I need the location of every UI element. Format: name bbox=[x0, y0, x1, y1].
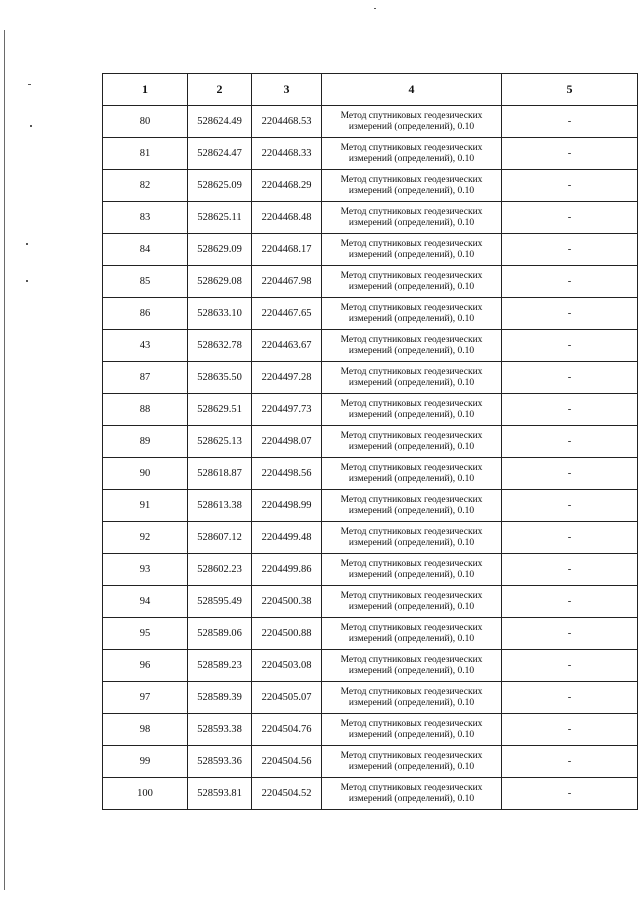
y-coordinate-cell: 2204504.52 bbox=[252, 778, 322, 810]
table-row bbox=[103, 426, 638, 458]
method-cell: Метод спутниковых геодезических измерений (определений), 0.10 bbox=[322, 362, 502, 394]
point-number-cell: 95 bbox=[103, 618, 188, 650]
method-cell: Метод спутниковых геодезических измерений (определений), 0.10 bbox=[322, 554, 502, 586]
method-cell: Метод спутниковых геодезических измерений (определений), 0.10 bbox=[322, 426, 502, 458]
table-row bbox=[103, 106, 638, 138]
y-coordinate-cell: 2204498.99 bbox=[252, 490, 322, 522]
note-cell: - bbox=[502, 746, 638, 778]
point-number-cell: 80 bbox=[103, 106, 188, 138]
note-cell: - bbox=[502, 170, 638, 202]
point-number-cell: 86 bbox=[103, 298, 188, 330]
y-coordinate-cell: 2204503.08 bbox=[252, 650, 322, 682]
x-coordinate-cell: 528625.13 bbox=[188, 426, 252, 458]
note-cell: - bbox=[502, 362, 638, 394]
note-cell: - bbox=[502, 490, 638, 522]
y-coordinate-cell: 2204505.07 bbox=[252, 682, 322, 714]
x-coordinate-cell: 528589.06 bbox=[188, 618, 252, 650]
method-cell: Метод спутниковых геодезических измерений (определений), 0.10 bbox=[322, 586, 502, 618]
x-coordinate-cell: 528618.87 bbox=[188, 458, 252, 490]
scan-speck bbox=[30, 125, 32, 127]
scan-speck bbox=[28, 84, 31, 85]
x-coordinate-cell: 528589.39 bbox=[188, 682, 252, 714]
note-cell: - bbox=[502, 234, 638, 266]
note-cell: - bbox=[502, 394, 638, 426]
table-row bbox=[103, 490, 638, 522]
y-coordinate-cell: 2204468.17 bbox=[252, 234, 322, 266]
point-number-cell: 84 bbox=[103, 234, 188, 266]
table-row bbox=[103, 714, 638, 746]
note-cell: - bbox=[502, 298, 638, 330]
method-cell: Метод спутниковых геодезических измерений (определений), 0.10 bbox=[322, 138, 502, 170]
y-coordinate-cell: 2204467.98 bbox=[252, 266, 322, 298]
point-number-cell: 92 bbox=[103, 522, 188, 554]
note-cell: - bbox=[502, 618, 638, 650]
column-header: 5 bbox=[502, 74, 638, 106]
note-cell: - bbox=[502, 586, 638, 618]
table-row bbox=[103, 202, 638, 234]
x-coordinate-cell: 528624.49 bbox=[188, 106, 252, 138]
table-row bbox=[103, 746, 638, 778]
x-coordinate-cell: 528595.49 bbox=[188, 586, 252, 618]
point-number-cell: 96 bbox=[103, 650, 188, 682]
y-coordinate-cell: 2204497.28 bbox=[252, 362, 322, 394]
note-cell: - bbox=[502, 778, 638, 810]
point-number-cell: 85 bbox=[103, 266, 188, 298]
table-row bbox=[103, 138, 638, 170]
y-coordinate-cell: 2204468.29 bbox=[252, 170, 322, 202]
x-coordinate-cell: 528625.09 bbox=[188, 170, 252, 202]
note-cell: - bbox=[502, 554, 638, 586]
method-cell: Метод спутниковых геодезических измерений (определений), 0.10 bbox=[322, 522, 502, 554]
column-header: 4 bbox=[322, 74, 502, 106]
point-number-cell: 91 bbox=[103, 490, 188, 522]
method-cell: Метод спутниковых геодезических измерений (определений), 0.10 bbox=[322, 490, 502, 522]
method-cell: Метод спутниковых геодезических измерений (определений), 0.10 bbox=[322, 682, 502, 714]
table-row bbox=[103, 394, 638, 426]
note-cell: - bbox=[502, 266, 638, 298]
x-coordinate-cell: 528613.38 bbox=[188, 490, 252, 522]
scan-speck bbox=[26, 280, 28, 282]
method-cell: Метод спутниковых геодезических измерений (определений), 0.10 bbox=[322, 650, 502, 682]
point-number-cell: 93 bbox=[103, 554, 188, 586]
method-cell: Метод спутниковых геодезических измерений (определений), 0.10 bbox=[322, 394, 502, 426]
y-coordinate-cell: 2204468.48 bbox=[252, 202, 322, 234]
point-number-cell: 88 bbox=[103, 394, 188, 426]
point-number-cell: 90 bbox=[103, 458, 188, 490]
x-coordinate-cell: 528607.12 bbox=[188, 522, 252, 554]
point-number-cell: 100 bbox=[103, 778, 188, 810]
y-coordinate-cell: 2204468.33 bbox=[252, 138, 322, 170]
coordinates-table bbox=[102, 73, 638, 810]
point-number-cell: 82 bbox=[103, 170, 188, 202]
method-cell: Метод спутниковых геодезических измерений (определений), 0.10 bbox=[322, 234, 502, 266]
y-coordinate-cell: 2204504.56 bbox=[252, 746, 322, 778]
y-coordinate-cell: 2204468.53 bbox=[252, 106, 322, 138]
x-coordinate-cell: 528589.23 bbox=[188, 650, 252, 682]
method-cell: Метод спутниковых геодезических измерений (определений), 0.10 bbox=[322, 714, 502, 746]
x-coordinate-cell: 528602.23 bbox=[188, 554, 252, 586]
x-coordinate-cell: 528593.36 bbox=[188, 746, 252, 778]
scan-edge-line bbox=[4, 30, 5, 890]
method-cell: Метод спутниковых геодезических измерений (определений), 0.10 bbox=[322, 458, 502, 490]
note-cell: - bbox=[502, 106, 638, 138]
scan-speck bbox=[26, 243, 28, 245]
table-row bbox=[103, 682, 638, 714]
x-coordinate-cell: 528629.51 bbox=[188, 394, 252, 426]
y-coordinate-cell: 2204504.76 bbox=[252, 714, 322, 746]
x-coordinate-cell: 528635.50 bbox=[188, 362, 252, 394]
method-cell: Метод спутниковых геодезических измерений (определений), 0.10 bbox=[322, 266, 502, 298]
x-coordinate-cell: 528624.47 bbox=[188, 138, 252, 170]
method-cell: Метод спутниковых геодезических измерений (определений), 0.10 bbox=[322, 778, 502, 810]
table-row bbox=[103, 298, 638, 330]
y-coordinate-cell: 2204500.88 bbox=[252, 618, 322, 650]
x-coordinate-cell: 528632.78 bbox=[188, 330, 252, 362]
y-coordinate-cell: 2204500.38 bbox=[252, 586, 322, 618]
x-coordinate-cell: 528629.08 bbox=[188, 266, 252, 298]
note-cell: - bbox=[502, 522, 638, 554]
method-cell: Метод спутниковых геодезических измерений (определений), 0.10 bbox=[322, 330, 502, 362]
note-cell: - bbox=[502, 650, 638, 682]
table-row bbox=[103, 458, 638, 490]
note-cell: - bbox=[502, 202, 638, 234]
column-header: 1 bbox=[103, 74, 188, 106]
column-header: 2 bbox=[188, 74, 252, 106]
note-cell: - bbox=[502, 458, 638, 490]
point-number-cell: 43 bbox=[103, 330, 188, 362]
point-number-cell: 94 bbox=[103, 586, 188, 618]
point-number-cell: 89 bbox=[103, 426, 188, 458]
y-coordinate-cell: 2204497.73 bbox=[252, 394, 322, 426]
table-row bbox=[103, 554, 638, 586]
note-cell: - bbox=[502, 714, 638, 746]
table-row bbox=[103, 522, 638, 554]
point-number-cell: 99 bbox=[103, 746, 188, 778]
x-coordinate-cell: 528593.81 bbox=[188, 778, 252, 810]
table-row bbox=[103, 778, 638, 810]
y-coordinate-cell: 2204467.65 bbox=[252, 298, 322, 330]
table-row bbox=[103, 266, 638, 298]
table-row bbox=[103, 618, 638, 650]
note-cell: - bbox=[502, 138, 638, 170]
table-row bbox=[103, 170, 638, 202]
point-number-cell: 97 bbox=[103, 682, 188, 714]
table-row bbox=[103, 362, 638, 394]
method-cell: Метод спутниковых геодезических измерений (определений), 0.10 bbox=[322, 202, 502, 234]
y-coordinate-cell: 2204463.67 bbox=[252, 330, 322, 362]
method-cell: Метод спутниковых геодезических измерений (определений), 0.10 bbox=[322, 746, 502, 778]
y-coordinate-cell: 2204499.48 bbox=[252, 522, 322, 554]
y-coordinate-cell: 2204499.86 bbox=[252, 554, 322, 586]
y-coordinate-cell: 2204498.56 bbox=[252, 458, 322, 490]
x-coordinate-cell: 528633.10 bbox=[188, 298, 252, 330]
note-cell: - bbox=[502, 682, 638, 714]
method-cell: Метод спутниковых геодезических измерений (определений), 0.10 bbox=[322, 106, 502, 138]
table-row bbox=[103, 586, 638, 618]
point-number-cell: 83 bbox=[103, 202, 188, 234]
note-cell: - bbox=[502, 426, 638, 458]
note-cell: - bbox=[502, 330, 638, 362]
method-cell: Метод спутниковых геодезических измерений (определений), 0.10 bbox=[322, 618, 502, 650]
x-coordinate-cell: 528629.09 bbox=[188, 234, 252, 266]
y-coordinate-cell: 2204498.07 bbox=[252, 426, 322, 458]
point-number-cell: 87 bbox=[103, 362, 188, 394]
method-cell: Метод спутниковых геодезических измерений (определений), 0.10 bbox=[322, 298, 502, 330]
x-coordinate-cell: 528625.11 bbox=[188, 202, 252, 234]
table-row bbox=[103, 650, 638, 682]
method-cell: Метод спутниковых геодезических измерений (определений), 0.10 bbox=[322, 170, 502, 202]
table-row bbox=[103, 234, 638, 266]
table-row bbox=[103, 330, 638, 362]
table-header-row bbox=[103, 74, 638, 106]
x-coordinate-cell: 528593.38 bbox=[188, 714, 252, 746]
column-header: 3 bbox=[252, 74, 322, 106]
scan-speck bbox=[374, 8, 376, 9]
point-number-cell: 98 bbox=[103, 714, 188, 746]
point-number-cell: 81 bbox=[103, 138, 188, 170]
